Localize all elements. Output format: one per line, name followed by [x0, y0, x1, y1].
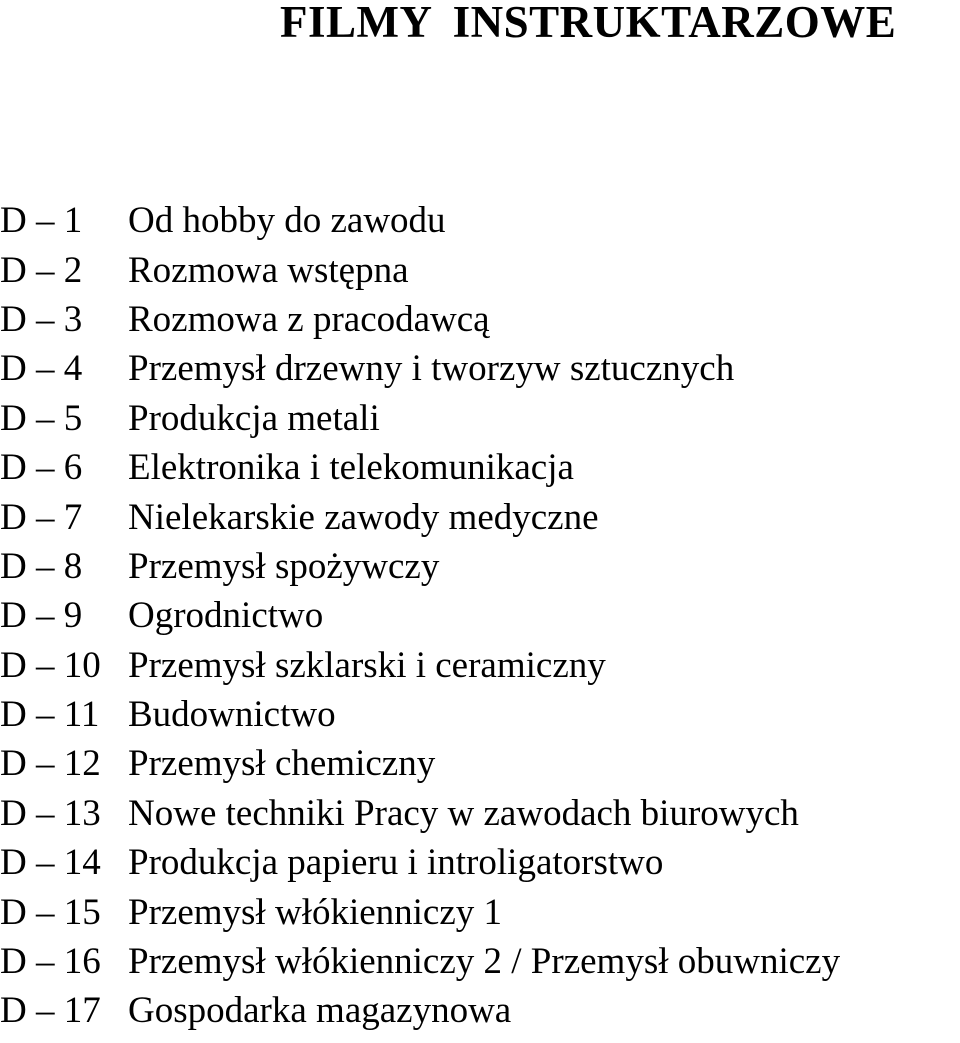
film-item [0, 937, 840, 986]
film-item [0, 492, 840, 541]
film-item [0, 986, 840, 1035]
film-item [0, 887, 840, 936]
film-code: D – 6 [0, 447, 83, 489]
film-code: D – 2 [0, 249, 83, 291]
film-item [0, 196, 840, 245]
film-item [0, 591, 840, 640]
film-code: D – 13 [0, 792, 101, 834]
film-item [0, 344, 840, 393]
film-title: Elektronika i telekomunikacja [128, 447, 574, 489]
film-title: Przemysł szklarski i ceramiczny [128, 644, 606, 686]
film-title: Nowe techniki Pracy w zawodach biurowych [128, 792, 799, 834]
film-item [0, 690, 840, 739]
film-code: D – 14 [0, 842, 101, 884]
film-code: D – 5 [0, 397, 83, 439]
page-title: FILMY INSTRUKTARZOWE [280, 0, 897, 47]
film-code: D – 15 [0, 891, 101, 933]
film-item [0, 295, 840, 344]
film-code: D – 12 [0, 743, 101, 785]
film-code: D – 11 [0, 694, 100, 736]
film-title: Przemysł włókienniczy 1 [128, 891, 503, 933]
film-code: D – 10 [0, 644, 101, 686]
film-title: Nielekarskie zawody medyczne [128, 496, 599, 538]
film-code: D – 9 [0, 595, 83, 637]
film-title: Ogrodnictwo [128, 595, 324, 637]
film-code: D – 4 [0, 348, 83, 390]
film-item [0, 739, 840, 788]
film-title: Przemysł spożywczy [128, 545, 440, 587]
film-title: Produkcja papieru i introligatorstwo [128, 842, 664, 884]
film-title: Przemysł drzewny i tworzyw sztucznych [128, 348, 735, 390]
film-title: Budownictwo [128, 694, 336, 736]
film-title: Od hobby do zawodu [128, 200, 446, 242]
film-title: Gospodarka magazynowa [128, 990, 512, 1032]
film-title: Produkcja metali [128, 397, 380, 439]
film-code: D – 3 [0, 298, 83, 340]
film-item [0, 245, 840, 294]
film-item [0, 641, 840, 690]
film-item [0, 443, 840, 492]
film-item [0, 394, 840, 443]
film-title: Rozmowa wstępna [128, 249, 409, 291]
film-title: Przemysł chemiczny [128, 743, 436, 785]
film-list [0, 196, 840, 1036]
film-code: D – 8 [0, 545, 83, 587]
film-item [0, 542, 840, 591]
film-code: D – 17 [0, 990, 101, 1032]
film-code: D – 1 [0, 200, 83, 242]
film-item [0, 838, 840, 887]
film-title: Rozmowa z pracodawcą [128, 298, 490, 340]
film-code: D – 16 [0, 941, 101, 983]
film-item [0, 789, 840, 838]
film-title: Przemysł włókienniczy 2 / Przemysł obuwniczy [128, 941, 841, 983]
film-code: D – 7 [0, 496, 83, 538]
